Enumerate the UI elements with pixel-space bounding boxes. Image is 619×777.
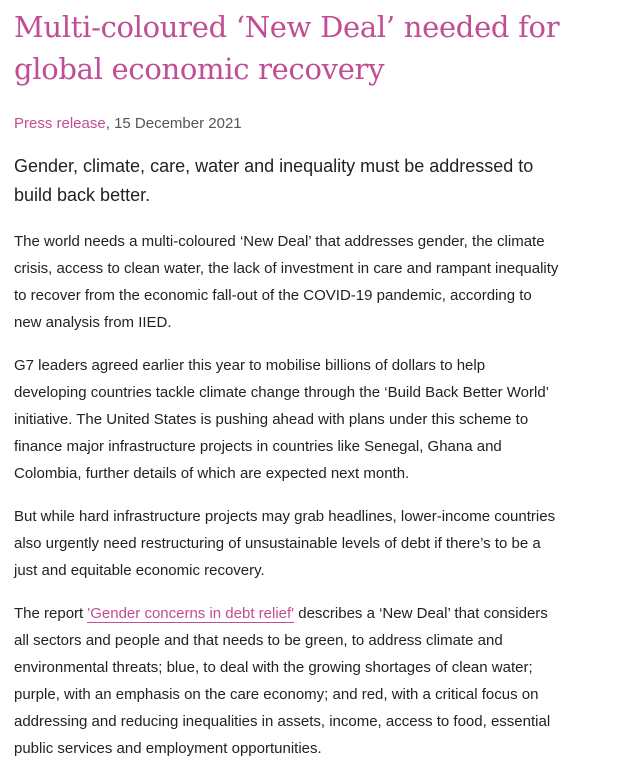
- press-release-link[interactable]: Press release: [14, 115, 106, 132]
- report-link[interactable]: 'Gender concerns in debt relief': [87, 605, 295, 622]
- report-text-after: describes a ‘New Deal’ that considers all sectors and people and that needs to be green, to address climate and environmental threats; blue, to deal with the growing shortages of clean water; purple, with an emphasis on the care economy; and red, with a critical focus on addressing and reducing inequalities in assets, income, access to food, essential public services and employment opportunities.: [14, 605, 551, 757]
- standfirst: Gender, climate, care, water and inequality must be addressed to build back better.: [14, 156, 534, 205]
- paragraph-4: [14, 600, 559, 762]
- page-title: Multi-coloured ‘New Deal’ needed for global economic recovery: [14, 10, 560, 86]
- paragraph-2: G7 leaders agreed earlier this year to mobilise billions of dollars to help developing countries tackle climate change through the ‘Build Back Better World’ initiative. The United States is pushing ahead with plans under this scheme to finance major infrastructure projects in countries like Senegal, Ghana and Colombia, further details of which are expected next month.: [14, 357, 549, 482]
- report-text-before: The report: [14, 605, 88, 622]
- article-meta: [14, 114, 604, 134]
- publish-date: 15 December 2021: [114, 115, 242, 132]
- paragraph-1: The world needs a multi-coloured ‘New Deal’ that addresses gender, the climate crisis, access to clean water, the lack of investment in care and rampant inequality to recover from the economic fall-out of the COVID-19 pandemic, according to new analysis from IIED.: [14, 233, 559, 331]
- paragraph-3: But while hard infrastructure projects may grab headlines, lower-income countries also urgently need restructuring of unsustainable levels of debt if there’s to be a just and equitable economic recovery.: [14, 508, 556, 579]
- article: [14, 0, 604, 777]
- meta-separator: ,: [105, 115, 115, 132]
